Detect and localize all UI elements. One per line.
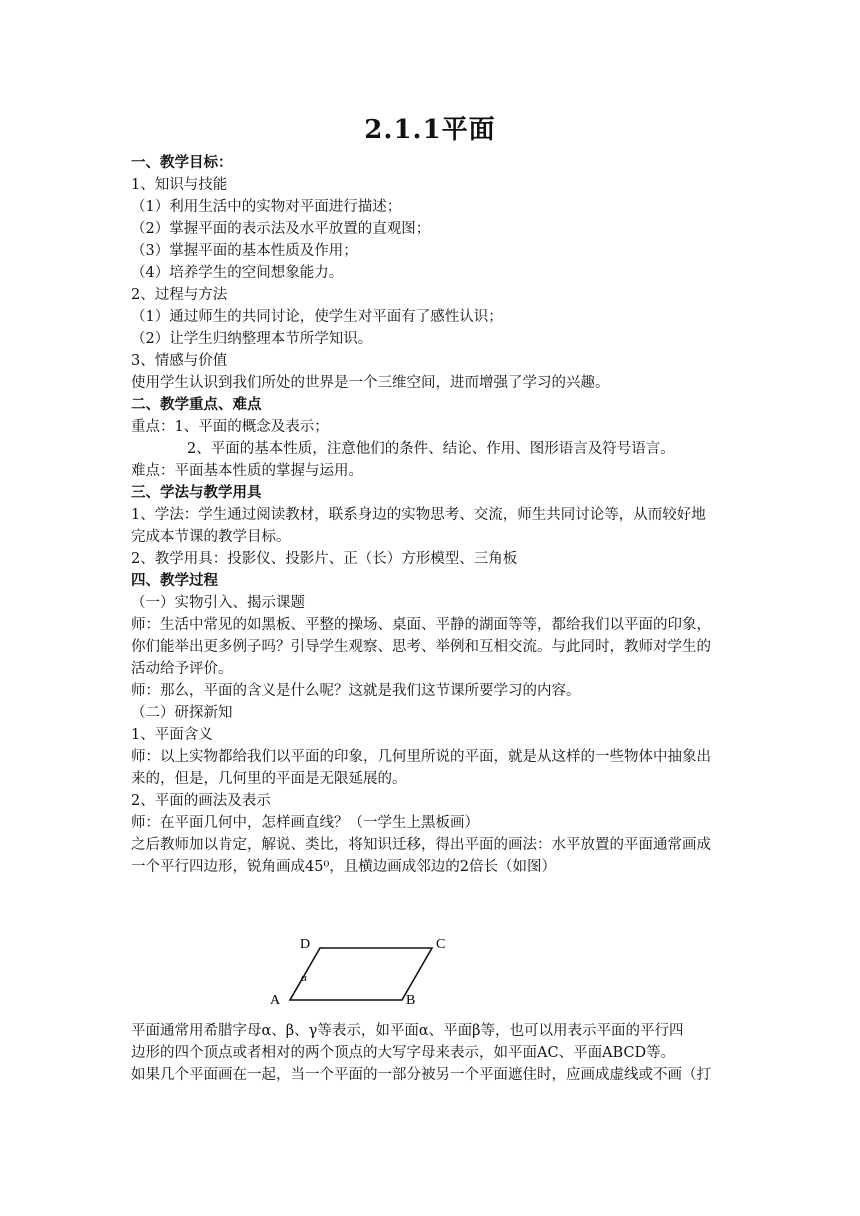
text-line: 师：在平面几何中，怎样画直线？（一学生上黑板画）: [131, 815, 479, 831]
text-line: 使用学生认识到我们所处的世界是一个三维空间，进而增强了学习的兴趣。: [131, 375, 610, 391]
text-line: （一）实物引入、揭示课题: [131, 595, 305, 611]
parallelogram-figure: [262, 930, 462, 1012]
text-line: 师：生活中常见的如黑板、平整的操场、桌面、平静的湖面等等，都给我们以平面的印象，: [131, 617, 711, 633]
text-line: 2、教学用具：投影仪、投影片、正（长）方形模型、三角板: [131, 551, 518, 567]
text-line: （2）让学生归纳整理本节所学知识。: [131, 331, 373, 347]
text-line: 来的，但是，几何里的平面是无限延展的。: [131, 771, 407, 787]
vertex-label-a: A: [270, 993, 281, 1008]
text-line: （2）掌握平面的表示法及水平放置的直观图；: [131, 221, 431, 237]
text-line: （4）培养学生的空间想象能力。: [131, 265, 344, 281]
text-line: 1、知识与技能: [131, 177, 228, 193]
text-line: 你们能举出更多例子吗？引导学生观察、思考、举例和互相交流。与此同时，教师对学生的: [131, 639, 711, 655]
text-line: 2、过程与方法: [131, 287, 228, 303]
text-line: 师：那么，平面的含义是什么呢？这就是我们这节课所要学习的内容。: [131, 683, 581, 699]
text-line: 1、学法：学生通过阅读教材，联系身边的实物思考、交流，师生共同讨论等，从而较好地: [131, 507, 706, 523]
text-line: 完成本节课的教学目标。: [131, 529, 291, 545]
section-heading: 一、教学目标：: [131, 154, 233, 171]
vertex-label-c: C: [436, 937, 446, 952]
text-line: 3、情感与价值: [131, 353, 228, 369]
body-text: [131, 152, 731, 878]
parallelogram-diagram: [262, 930, 462, 1012]
text-line: 1、平面含义: [131, 727, 213, 743]
text-line: 如果几个平面画在一起，当一个平面的一部分被另一个平面遮住时，应画成虚线或不画（打: [131, 1067, 711, 1083]
text-line: 难点：平面基本性质的掌握与运用。: [131, 463, 363, 479]
text-line: （1）通过师生的共同讨论，使学生对平面有了感性认识；: [131, 309, 503, 325]
text-line: （3）掌握平面的基本性质及作用；: [131, 243, 358, 259]
text-line: 重点：1、平面的概念及表示；: [131, 419, 329, 435]
text-line: 2、平面的基本性质，注意他们的条件、结论、作用、图形语言及符号语言。: [187, 441, 675, 457]
text-line: 一个平行四边形，锐角画成45⁰，且横边画成邻边的2倍长（如图）: [131, 859, 556, 875]
section-heading: 二、教学重点、难点: [131, 396, 262, 413]
text-line: 之后教师加以肯定，解说、类比，将知识迁移，得出平面的画法：水平放置的平面通常画成: [131, 837, 711, 853]
text-line: 活动给予评价。: [131, 661, 233, 677]
section-heading: 四、教学过程: [131, 572, 218, 589]
text-line: （二）研探新知: [131, 705, 233, 721]
vertex-label-d: D: [300, 937, 311, 952]
text-line: 2、平面的画法及表示: [131, 793, 271, 809]
text-line: 边形的四个顶点或者相对的两个顶点的大写字母来表示，如平面AC、平面ABCD等。: [131, 1045, 676, 1061]
text-line: 平面通常用希腊字母α、β、γ等表示，如平面α、平面β等，也可以用表示平面的平行四: [131, 1023, 684, 1039]
text-line: 师：以上实物都给我们以平面的印象，几何里所说的平面，就是从这样的一些物体中抽象出: [131, 749, 711, 765]
page-title: 2.1.1平面: [364, 115, 496, 145]
plane-label-alpha: α: [301, 972, 307, 984]
body-text-continued: [131, 1020, 731, 1086]
section-heading: 三、学法与教学用具: [131, 484, 262, 501]
vertex-label-b: B: [406, 993, 416, 1008]
text-line: （1）利用生活中的实物对平面进行描述；: [131, 199, 402, 215]
